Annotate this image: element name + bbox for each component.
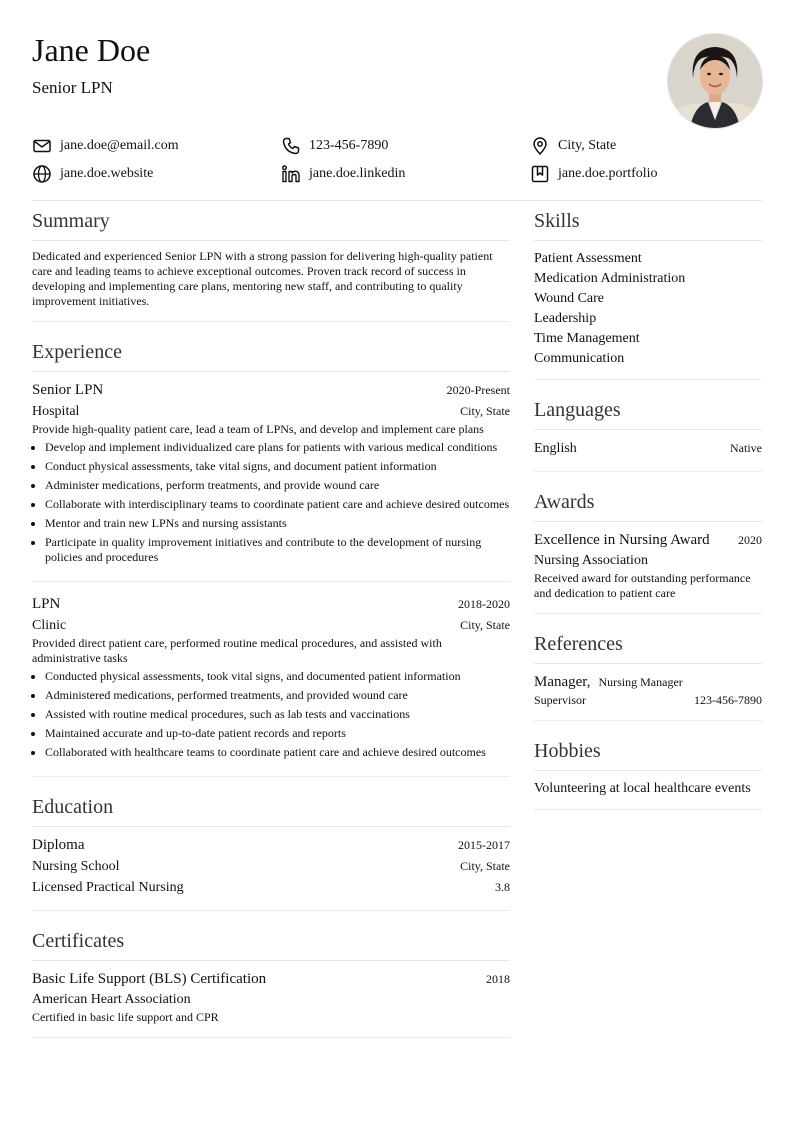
job-bullet: • Collaborated with healthcare teams to coordinate patient care and achieve desired outcomes [45,745,510,760]
contact-location [530,136,616,156]
certificate-entry [32,969,510,1037]
job-dates: 2018-2020 [458,597,510,611]
job-bullet: • Administered medications, performed treatments, and provided wound care [45,688,510,703]
job-location: City, State [460,404,510,418]
education-section [32,793,510,911]
job-bullets [32,440,510,565]
location-text: City, State [558,138,617,153]
language-name: English [534,441,577,456]
job-bullet: • Assisted with routine medical procedures, such as lab tests and vaccinations [45,707,510,722]
email-text: jane.doe@email.com [60,138,179,153]
contact-phone[interactable] [281,136,388,156]
experience-heading: Experience [32,338,510,372]
skills-section [534,207,762,380]
contact-website[interactable] [32,164,153,184]
school-location: City, State [460,859,510,873]
skill-item: Medication Administration [534,271,686,286]
skill-item: Time Management [534,331,640,346]
contact-email[interactable] [32,136,179,156]
skill-item: Wound Care [534,291,605,306]
language-item [534,438,762,471]
certificate-issuer: American Heart Association [32,992,191,1007]
portfolio-text: jane.doe.portfolio [558,166,658,181]
skill-item: Leadership [534,311,597,326]
website-text: jane.doe.website [60,166,154,181]
award-entry [534,530,762,613]
contact-linkedin[interactable] [281,164,405,184]
map-pin-icon [530,136,550,156]
certificate-description: Certified in basic life support and CPR [32,1010,219,1024]
reference-entry [534,672,762,720]
experience-section [32,338,510,777]
job-dates: 2020-Present [446,383,510,397]
education-heading: Education [32,793,510,827]
job-bullets [32,669,510,760]
candidate-name: Jane Doe [32,32,151,68]
job-employer: Hospital [32,404,80,419]
job-bullet: • Conducted physical assessments, took vital signs, and documented patient information [45,669,510,684]
experience-entry [32,380,510,581]
gpa: 3.8 [495,880,510,894]
job-description: Provide high-quality patient care, lead a team of LPNs, and develop and implement care plans [32,422,484,436]
education-dates: 2015-2017 [458,838,510,852]
languages-heading: Languages [534,396,762,430]
hobbies-heading: Hobbies [534,737,762,771]
language-level: Native [730,441,762,455]
phone-icon [281,136,301,156]
school-name: Nursing School [32,859,120,874]
reference-phone: 123-456-7890 [694,693,762,707]
award-issuer: Nursing Association [534,553,648,568]
award-year: 2020 [738,533,762,547]
job-bullet: • Develop and implement individualized care plans for patients with various medical conditions [45,440,510,455]
languages-section [534,396,762,472]
job-description: Provided direct patient care, performed routine medical procedures, and assisted with administrative tasks [32,636,442,665]
awards-heading: Awards [534,488,762,522]
job-bullet: • Participate in quality improvement initiatives and contribute to the development of nursing policies and procedures [45,535,510,565]
summary-text: Dedicated and experienced Senior LPN with a strong passion for delivering high-quality patient care and leading teams to achieve exceptional outcomes. Proven track record of success in developing and implementing care plans, mentoring new staff, and contributing to quality improvement initiatives. [32,249,493,308]
education-entry [32,835,510,910]
job-role: Senior LPN [32,382,104,398]
linkedin-icon [281,164,301,184]
skill-item: Patient Assessment [534,251,642,266]
skills-heading: Skills [534,207,762,241]
profile-photo [667,33,763,129]
experience-entry [32,581,510,776]
certificate-name: Basic Life Support (BLS) Certification [32,971,267,987]
job-bullet: • Administer medications, perform treatments, and provide wound care [45,478,510,493]
reference-name: Manager, [534,674,591,690]
contact-portfolio[interactable] [530,164,658,184]
certificates-heading: Certificates [32,927,510,961]
certificate-year: 2018 [486,972,510,986]
summary-section [32,207,510,322]
right-column [534,207,762,826]
globe-icon [32,164,52,184]
reference-role: Nursing Manager [598,675,683,689]
mail-icon [32,136,52,156]
job-role: LPN [32,596,61,612]
award-description: Received award for outstanding performance and dedication to patient care [534,571,751,600]
skill-item: Communication [534,351,625,366]
header-divider [32,200,762,201]
hobby-item: Volunteering at local healthcare events [534,781,751,796]
left-column [32,207,510,1054]
job-employer: Clinic [32,618,67,633]
awards-section [534,488,762,614]
certificates-section [32,927,510,1038]
degree: Diploma [32,837,85,853]
references-section [534,630,762,721]
summary-heading: Summary [32,207,510,241]
award-name: Excellence in Nursing Award [534,532,710,548]
references-heading: References [534,630,762,664]
job-location: City, State [460,618,510,632]
linkedin-text: jane.doe.linkedin [309,166,406,181]
phone-text: 123-456-7890 [309,138,389,153]
reference-relation: Supervisor [534,693,586,707]
bookmark-icon [530,164,550,184]
job-bullet: • Maintained accurate and up-to-date patient records and reports [45,726,510,741]
job-bullet: • Mentor and train new LPNs and nursing assistants [45,516,510,531]
hobbies-section [534,737,762,810]
job-bullet: • Collaborate with interdisciplinary teams to coordinate patient care and achieve desired outcomes [45,497,510,512]
job-title: Senior LPN [32,78,113,97]
field-of-study: Licensed Practical Nursing [32,880,184,895]
job-bullet: • Conduct physical assessments, take vital signs, and document patient information [45,459,510,474]
